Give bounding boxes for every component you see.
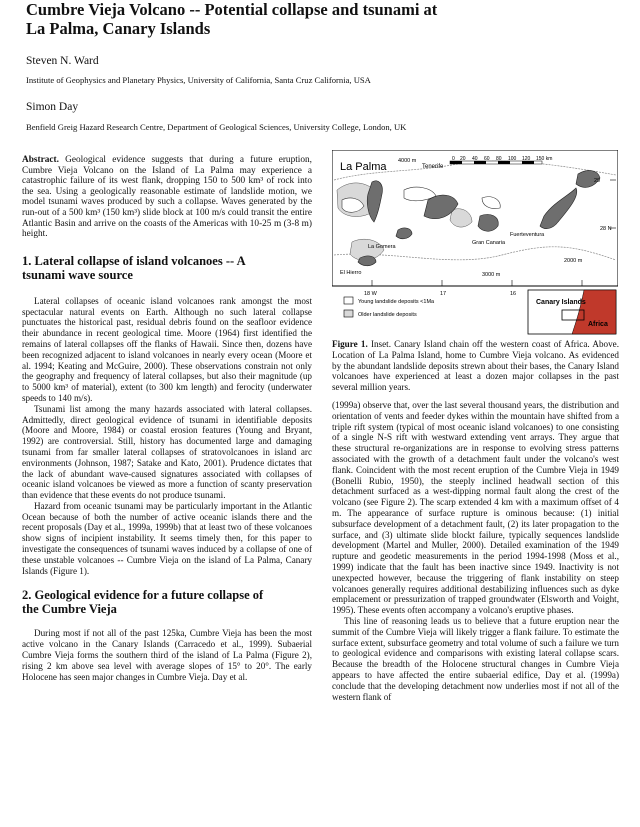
title-line-2: La Palma, Canary Islands — [26, 19, 211, 38]
section-1-heading-line-2: tsunami wave source — [22, 267, 133, 282]
paper-title — [26, 0, 626, 38]
label-lat-28: 28 N — [600, 226, 612, 232]
scale-tick-80: 80 — [496, 156, 502, 162]
label-tenerife: Tenerife — [422, 164, 444, 170]
author-2-affiliation: Benfield Greig Hazard Research Centre, Department of Geological Sciences, University College, London, UK — [26, 122, 407, 132]
scale-tick-20: 20 — [460, 156, 466, 162]
figure-1-caption — [332, 339, 619, 393]
label-lon-16: 16 — [510, 291, 517, 297]
label-lon-17: 17 — [440, 291, 447, 297]
abstract-text: Geological evidence suggests that during a future eruption, Cumbre Vieja Volcano on the Island of La Palma may experience a catastrophic failure of its west flank, dropping 150 to 500 km³ of rock into the sea. Using a geologically reasonable estimate of landslide motion, we model tsunami waves produced by such a collapse. Waves generated by the run-out of a 500 km³ (150 km³) slide block at 100 m/s could transit the entire Atlantic Basin and arrive on the coasts of the Americas with 10-25 m (3-8 m) height. — [22, 155, 313, 240]
label-lat-29: 29 — [594, 178, 601, 184]
title-line-1: Cumbre Vieja Volcano -- Potential collapse and tsunami at — [26, 0, 438, 19]
section-1-paragraph-2: Tsunami list among the many hazards associated with lateral collapses. Admittedly, direct geological evidence of tsunami in identifiable deposits (Moore and Moore, 1984) or coastal erosion features (Young and Bryant, 1992) are controversial. Still, history has documented large and damaging tsunami from far smaller lateral collapses of stratovolcanoes in island arc environments (Johnson, 1987; Satake and Kato, 2001). Prudence dictates that the lack of abundant wave-caused signatures associated with collapses of oceanic island volcanoes be viewed as more a function of scanty preservation than evidence that these events do not produce tsunami. — [22, 403, 312, 501]
section-2-heading-line-2: the Cumbre Vieja — [22, 602, 117, 617]
scale-tick-0: 0 — [452, 156, 455, 162]
right-column-paragraph-2: This line of reasoning leads us to believe that a future eruption near the summit of the Cumbre Vieja will likely trigger a flank failure. To estimate the surface extent, subsurface geometry and total volume of such a failure we turn to geological evidence and comparisons with existing lateral collapse scars. Because the breadth of the Holocene structural changes in Cumbre Vieja appears to have affected the entire subaerial edifice, Day et al. (1999a) conclude that the developing detachment now underlies most if not all of the western flank of — [332, 615, 619, 702]
el-hierro-island — [358, 256, 376, 266]
inset-map — [528, 290, 616, 334]
label-depth-bot: 2000 m — [564, 258, 583, 264]
label-lanzarote: Lanzarote — [582, 192, 607, 198]
label-lon-18: 18 W — [364, 291, 377, 297]
left-column — [22, 155, 312, 682]
figure-1-map — [332, 150, 618, 336]
canary-islands-map — [332, 150, 618, 336]
abstract — [22, 155, 312, 240]
label-el-hierro: El Hierro — [340, 270, 362, 276]
label-fuerteventura: Fuerteventura — [510, 232, 545, 238]
section-2-paragraph-1: During most if not all of the past 125ka, Cumbre Vieja has been the most active volcano in the Canary Islands (Carracedo et al., 1999). Subaerial Cumbre Vieja forms the southern third of the island of La Palma (Figure 2), rising 2 km above sea level with average slopes of 15° to 20°. The early Holocene has seen major changes in Cumbre Vieja. Day et al. — [22, 628, 312, 682]
caption-label: Figure 1. — [332, 339, 368, 349]
section-2-heading-line-1: 2. Geological evidence for a future collapse of — [22, 588, 264, 603]
section-1-heading — [22, 254, 312, 282]
legend-old-swatch — [344, 310, 353, 317]
scale-tick-150: 150 km — [536, 156, 553, 162]
label-la-palma: La Palma — [340, 161, 387, 173]
section-1-heading-line-1: 1. Lateral collapse of island volcanoes -- A — [22, 253, 246, 268]
label-la-gomera: La Gomera — [368, 244, 396, 250]
gran-canaria-island — [478, 214, 498, 231]
label-depth-top: 4000 m — [398, 158, 417, 164]
inset-label-africa: Africa — [588, 321, 608, 328]
scale-tick-100: 100 — [508, 156, 517, 162]
inset-label-canary: Canary Islands — [536, 299, 586, 306]
author-2-name: Simon Day — [26, 101, 79, 113]
scale-tick-40: 40 — [472, 156, 478, 162]
right-column-paragraph-1: (1999a) observe that, over the last several thousand years, the distribution and orientation of vents and feeder dykes within the mountain have shifted from a triple rift system (typical of most oceanic island volcanoes) to one consisting of a single N-S rift with westward extending vent arrays. They argue that these structural re-organizations are in response to evolving stress patterns associated with the growth of a detachment fault under the volcano's west flank. Coincident with the most recent eruption of the Cumbre Vieja in 1949 (Bonelli Rubio, 1950), the steeply inclined headwall section of this detachment surfaced as a west-dipping normal fault along the crest of the volcano (see Figure 2). The scarp extended 4 km with a maximum offset of 4 m. The appearance of surface rupture is ominous because: (1) initial subsurface development of a detachment fault, (2) its later propagation to the surface, and (3) ultimate slide blockt failure, typically sequences landslide development (Martel and Muller, 2000). Detailed examination of the 1949 rupture and geodetic measurements in the period 1994-1998 (Moss et al., 1999) indicate that the fault has been inactive since 1949. Inactivity is not unexpected however, because the triggering of flank instability on steep volcanoes generally requires additional destabilizing influences such as dyke emplacement or pressurization of trapped groundwater (Elsworth and Voight, 1995). These events often accompany a volcano's eruptive phases. — [332, 399, 619, 616]
right-column — [332, 339, 619, 702]
abstract-label: Abstract. — [22, 155, 59, 165]
legend-old-label: Older landslide deposits — [358, 312, 417, 318]
label-gran-canaria: Gran Canaria — [472, 240, 506, 246]
scale-tick-120: 120 — [522, 156, 531, 162]
caption-text: Inset. Canary Island chain off the western coast of Africa. Above. Location of La Palma Island, home to Cumbre Vieja volcano. As evidenced by the abundant landslide deposits strewn about their bases, the Canary Island volcanoes have experienced at least a dozen major collapses in the past several million years. — [332, 339, 620, 393]
section-1-paragraph-1: Lateral collapses of oceanic island volcanoes rank amongst the most spectacular natural events on Earth. Although no such lateral collapse punctuates the historical past, residual debris found on the seafloor evidence their abundance in recent geological time. Moore (1964) first identified the remains of lateral collapses off the flanks of Hawaii. Since then, dozens have been recognized adjacent to island volcanoes in nearly every ocean (Moore et al. 1994; Keating and McGuire, 2000). These observations constrain not only the geography and frequency of lateral collapses, but also their magnitude (up to 5000 km³ of material), extent (to 300 km length) and ferocity (underwater speeds to 140 m/s). — [22, 295, 312, 403]
legend-young-label: Young landslide deposits <1Ma — [358, 299, 435, 305]
section-2-heading — [22, 588, 312, 616]
section-1-paragraph-3: Hazard from oceanic tsunami may be particularly important in the Atlantic Ocean because of both the number of active oceanic islands there and the recent proposals (Day et al., 1999a, 1999b) that at least two of these volcanoes show signs of incipient instability. It seems timely then, for this paper to investigate the consequences of tsunami waves induced by a collapse of one of these unstable volcanoes -- Cumbre Vieja on the island of La Palma, Canary Islands (Figure 1). — [22, 500, 312, 576]
author-1-name: Steven N. Ward — [26, 55, 99, 67]
author-1-affiliation: Institute of Geophysics and Planetary Physics, University of California, Santa Cruz California, USA — [26, 75, 371, 85]
scale-tick-60: 60 — [484, 156, 490, 162]
label-depth-mid: 3000 m — [482, 272, 501, 278]
legend-young-swatch — [344, 297, 353, 304]
